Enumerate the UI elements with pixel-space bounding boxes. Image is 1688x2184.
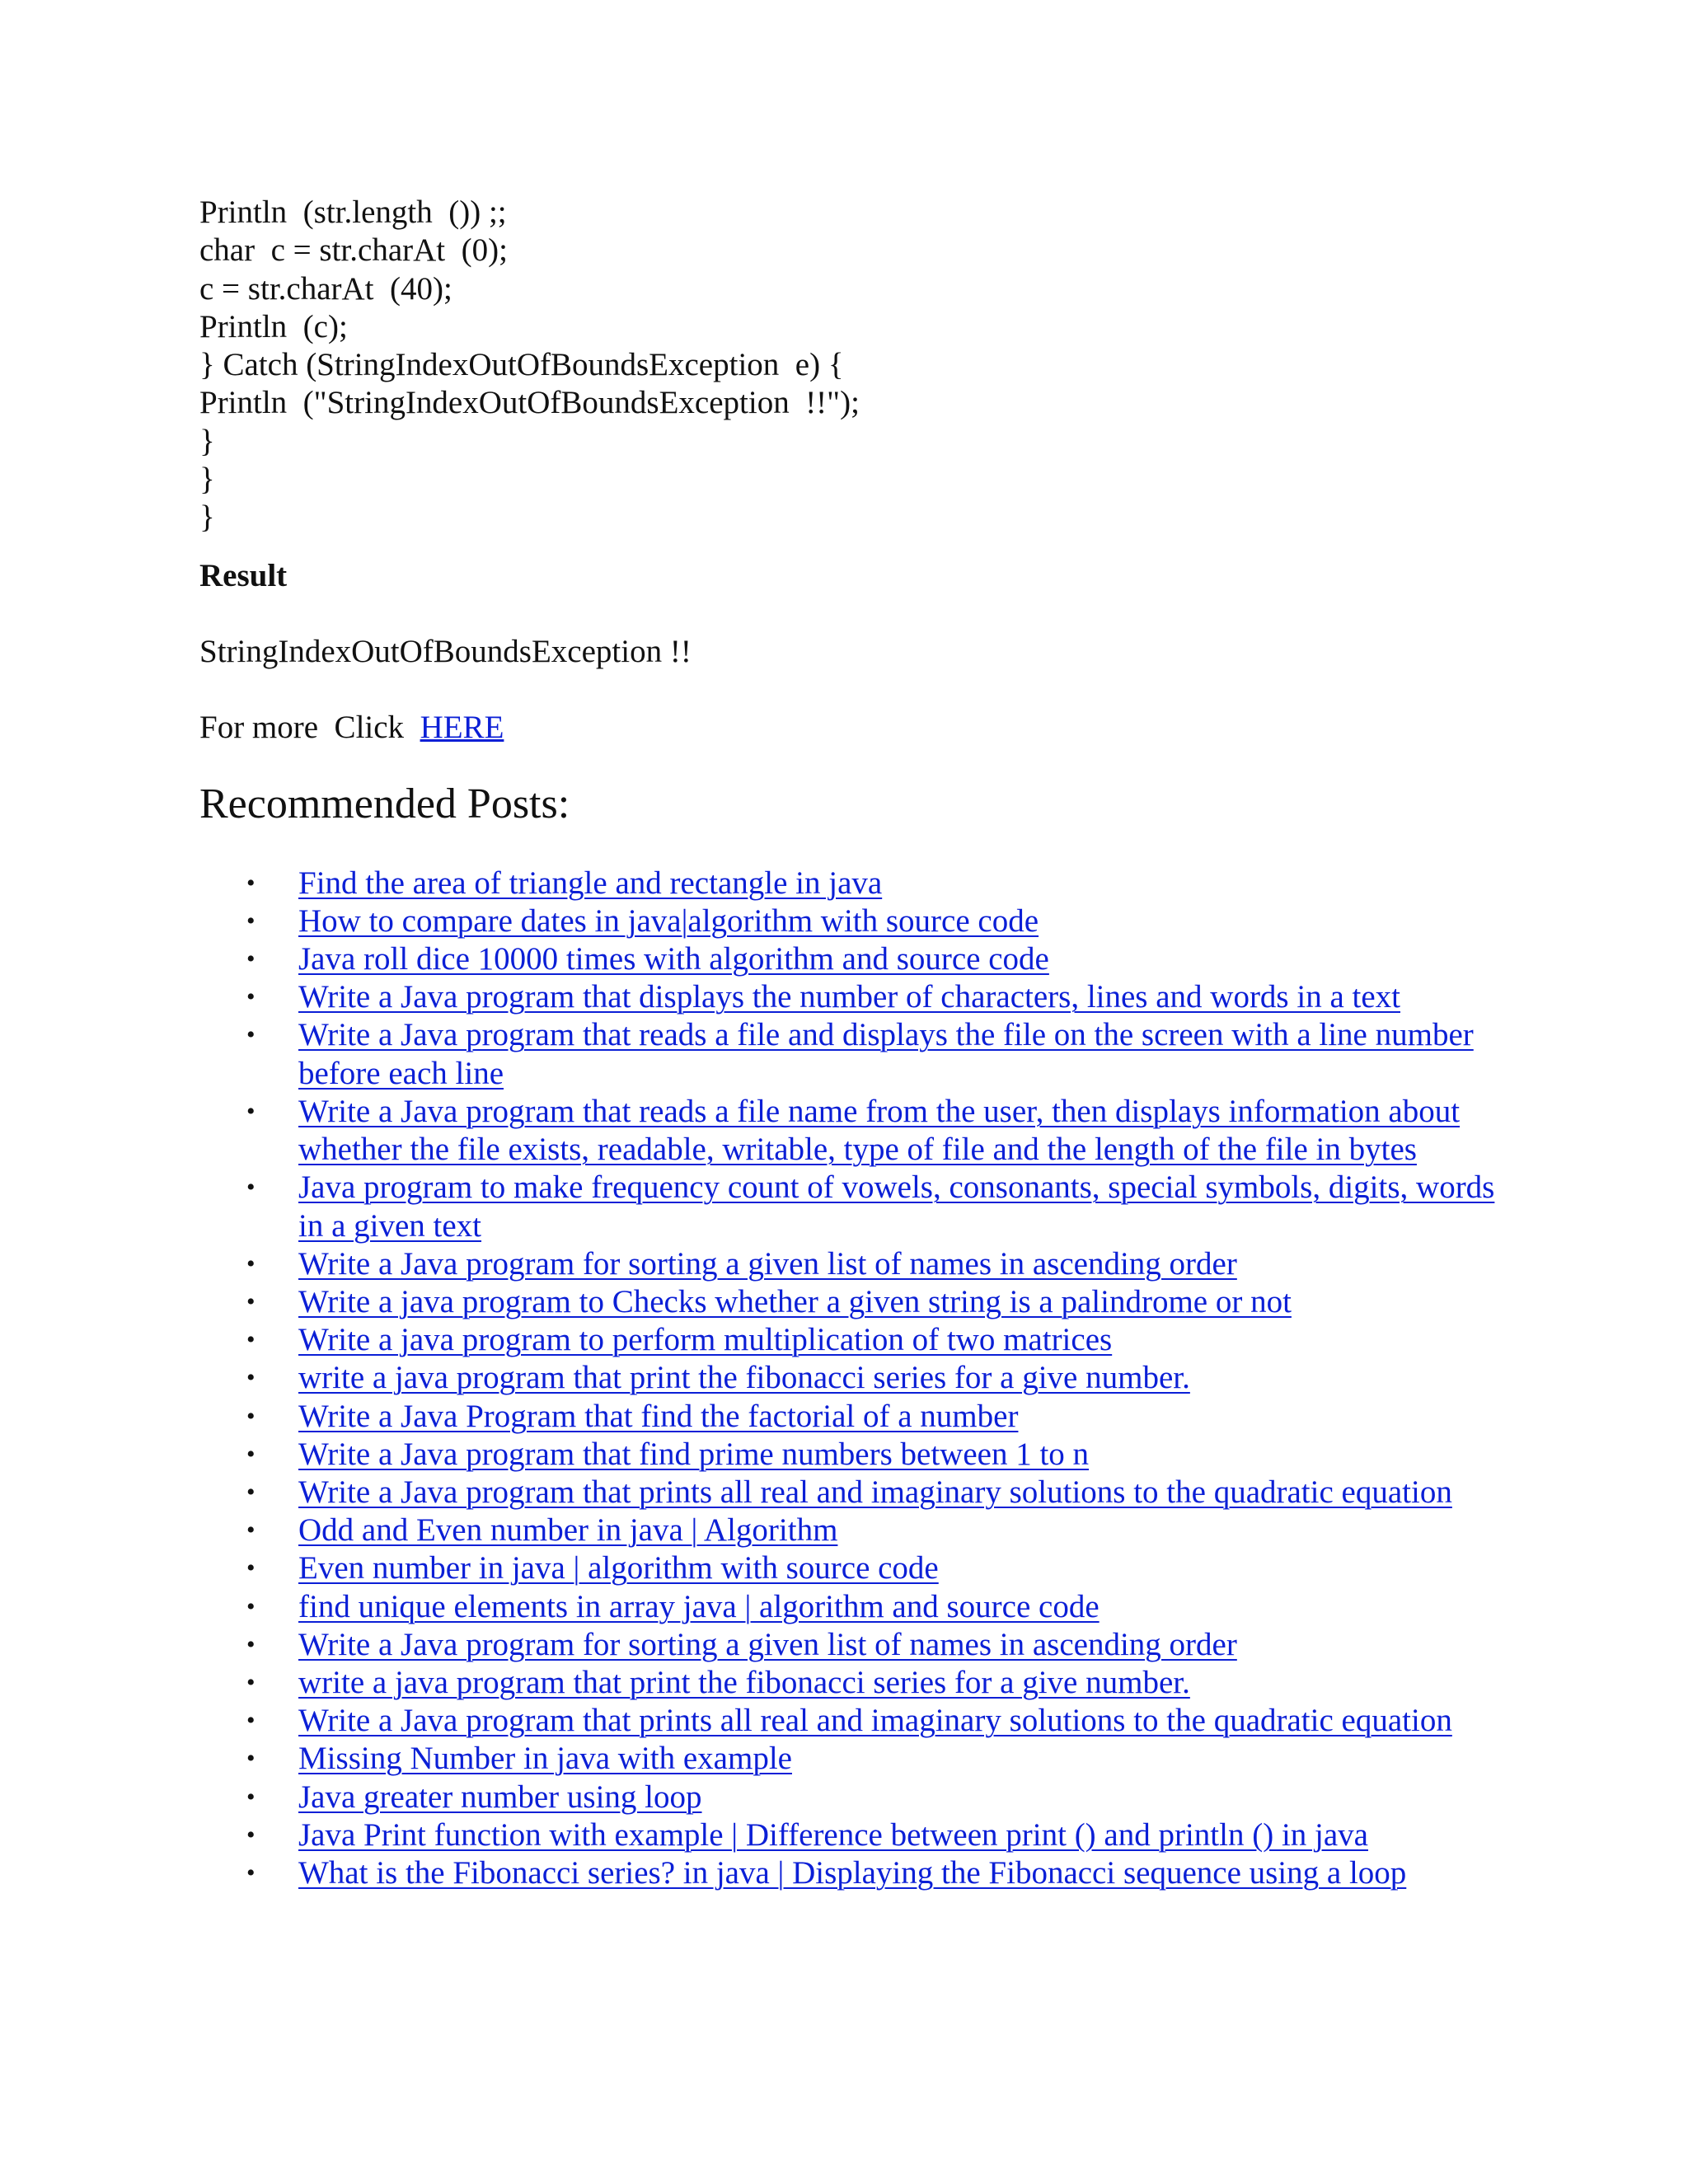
bullet-icon: • [246,1364,256,1392]
bullet-icon: • [246,1440,256,1468]
bullet-icon: • [246,1249,256,1277]
recommended-post-item [199,1779,1518,1816]
recommended-post-item [199,1436,1518,1474]
recommended-post-link[interactable]: Write a Java program that prints all real and imaginary solutions to the quadratic equation [298,1474,1452,1510]
recommended-post-link[interactable]: Write a Java program that prints all real and imaginary solutions to the quadratic equation [298,1703,1452,1739]
bullet-icon: • [246,1326,256,1354]
bullet-icon: • [246,1174,256,1202]
recommended-post-link[interactable]: Write a Java program that displays the number of characters, lines and words in a text [298,979,1400,1015]
recommended-post-link[interactable]: Write a java program to perform multiplication of two matrices [298,1322,1113,1358]
code-line: } [199,462,215,498]
recommended-post-link[interactable]: Write a Java program that reads a file and displays the file on the screen with a line number before each line [298,1017,1474,1091]
bullet-icon: • [246,1554,256,1582]
recommended-post-item [199,865,1518,902]
recommended-post-link[interactable]: Write a java program to Checks whether a given string is a palindrome or not [298,1283,1292,1319]
bullet-icon: • [246,983,256,1011]
recommended-post-item [199,1169,1518,1244]
recommended-post-link[interactable]: write a java program that print the fibonacci series for a give number. [298,1360,1190,1396]
recommended-post-link[interactable]: How to compare dates in java|algorithm with source code [298,902,1039,939]
bullet-icon: • [246,1402,256,1430]
recommended-post-item [199,1474,1518,1511]
recommended-post-link[interactable]: Write a Java program for sorting a given list of names in ascending order [298,1245,1237,1282]
bullet-icon: • [246,1668,256,1696]
page-content [199,194,1518,1892]
recommended-post-item [199,1321,1518,1359]
more-line [199,709,1518,747]
bullet-icon: • [246,1097,256,1125]
bullet-icon: • [246,907,256,935]
recommended-posts-heading: Recommended Posts: [199,780,570,827]
here-link[interactable]: HERE [420,709,504,745]
recommended-post-item [199,1511,1518,1549]
recommended-post-item [199,1664,1518,1702]
code-snippet [199,194,1518,537]
recommended-post-link[interactable]: Java Print function with example | Difference between print () and println () in java [298,1816,1368,1853]
bullet-icon: • [246,1630,256,1658]
code-line: Println (c); [199,308,348,344]
bullet-icon: • [246,1821,256,1849]
result-heading: Result [199,557,288,593]
bullet-icon: • [246,1707,256,1735]
bullet-icon: • [246,1478,256,1506]
recommended-post-item [199,1816,1518,1854]
bullet-icon: • [246,945,256,973]
bullet-icon: • [246,1858,256,1886]
recommended-post-item [199,1702,1518,1740]
recommended-post-link[interactable]: What is the Fibonacci series? in java | Displaying the Fibonacci sequence using a loop [298,1854,1407,1891]
bullet-icon: • [246,1287,256,1315]
recommended-post-item [199,978,1518,1016]
recommended-post-item [199,940,1518,978]
recommended-posts-list [199,865,1518,1892]
code-line: c = str.charAt (40); [199,270,452,307]
bullet-icon: • [246,1021,256,1049]
bullet-icon: • [246,1592,256,1620]
code-line: char c = str.charAt (0); [199,232,508,269]
result-output: StringIndexOutOfBoundsException !! [199,633,692,669]
code-line: Println ("StringIndexOutOfBoundsException !!"); [199,385,860,421]
bullet-icon: • [246,1516,256,1544]
recommended-post-link[interactable]: Write a Java program that reads a file name from the user, then displays information about whether the file exists, readable, writable, type of file and the length of the file in bytes [298,1093,1461,1168]
recommended-post-item [199,1398,1518,1436]
recommended-post-item [199,902,1518,940]
recommended-post-item [199,1626,1518,1664]
recommended-post-item [199,1283,1518,1321]
code-line: Println (str.length ()) ;; [199,194,507,230]
bullet-icon: • [246,1783,256,1811]
recommended-post-item [199,1549,1518,1587]
recommended-post-link[interactable]: Write a Java program that find prime numbers between 1 to n [298,1436,1090,1472]
recommended-post-link[interactable]: Write a Java Program that find the factorial of a number [298,1398,1019,1434]
recommended-post-link[interactable]: Java program to make frequency count of vowels, consonants, special symbols, digits, words in a given text [298,1169,1495,1244]
recommended-post-link[interactable]: Java roll dice 10000 times with algorithm and source code [298,941,1049,977]
recommended-post-link[interactable]: Even number in java | algorithm with source code [298,1550,939,1586]
recommended-post-item [199,1740,1518,1778]
recommended-post-link[interactable]: Java greater number using loop [298,1779,702,1815]
recommended-post-link[interactable]: Find the area of triangle and rectangle in java [298,865,883,901]
bullet-icon: • [246,1745,256,1773]
more-prefix: For more Click [199,709,420,745]
recommended-post-link[interactable]: find unique elements in array java | algorithm and source code [298,1588,1100,1624]
bullet-icon: • [246,869,256,897]
recommended-post-item [199,1588,1518,1626]
recommended-post-item [199,1093,1518,1169]
recommended-post-item [199,1016,1518,1092]
recommended-post-item [199,1854,1518,1892]
recommended-post-item [199,1245,1518,1283]
recommended-post-item [199,1359,1518,1397]
code-line: } [199,423,215,459]
code-line: } [199,499,215,536]
recommended-post-link[interactable]: Odd and Even number in java | Algorithm [298,1512,838,1549]
code-line: } Catch (StringIndexOutOfBoundsException e) { [199,347,844,383]
recommended-post-link[interactable]: Write a Java program for sorting a given list of names in ascending order [298,1626,1237,1662]
recommended-post-link[interactable]: write a java program that print the fibonacci series for a give number. [298,1664,1190,1700]
recommended-post-link[interactable]: Missing Number in java with example [298,1741,792,1777]
